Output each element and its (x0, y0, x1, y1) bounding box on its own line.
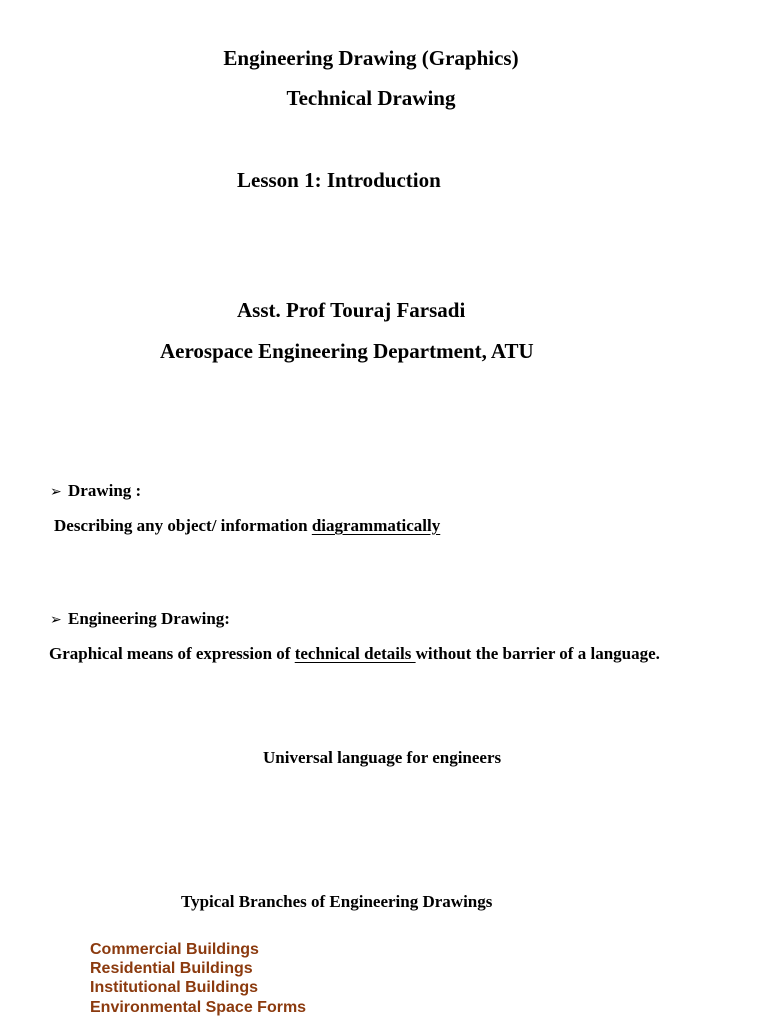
drawing-heading-label: Drawing : (68, 481, 142, 500)
branches-list (90, 940, 306, 1017)
engineering-drawing-heading-label: Engineering Drawing: (68, 609, 230, 628)
engineering-drawing-definition-tail: without the barrier of a language. (415, 644, 660, 663)
arrow-bullet-icon: ➢ (50, 612, 62, 628)
lesson-title: Lesson 1: Introduction (237, 168, 441, 192)
department-name: Aerospace Engineering Department, ATU (160, 339, 534, 363)
author-name: Asst. Prof Touraj Farsadi (237, 298, 466, 322)
branches-heading: Typical Branches of Engineering Drawings (181, 892, 493, 911)
drawing-definition-underlined: diagrammatically (311, 516, 441, 535)
arrow-bullet-icon: ➢ (50, 484, 62, 500)
engineering-drawing-definition (49, 644, 660, 664)
list-item: Commercial Buildings (90, 941, 259, 958)
list-item: Residential Buildings (90, 960, 253, 978)
engineering-drawing-definition-text: Graphical means of expression of (49, 644, 295, 663)
drawing-heading (50, 481, 141, 501)
drawing-definition-text: Describing any object/ information (54, 516, 312, 535)
drawing-definition (54, 516, 440, 536)
document-subtitle: Technical Drawing (286, 86, 456, 110)
engineering-drawing-definition-underlined: technical details (294, 644, 416, 663)
list-item: Institutional Buildings (90, 979, 258, 997)
list-item: Environmental Space Forms (90, 998, 307, 1016)
document-title: Engineering Drawing (Graphics) (223, 46, 519, 70)
tagline: Universal language for engineers (263, 748, 502, 767)
engineering-drawing-heading (50, 609, 230, 629)
